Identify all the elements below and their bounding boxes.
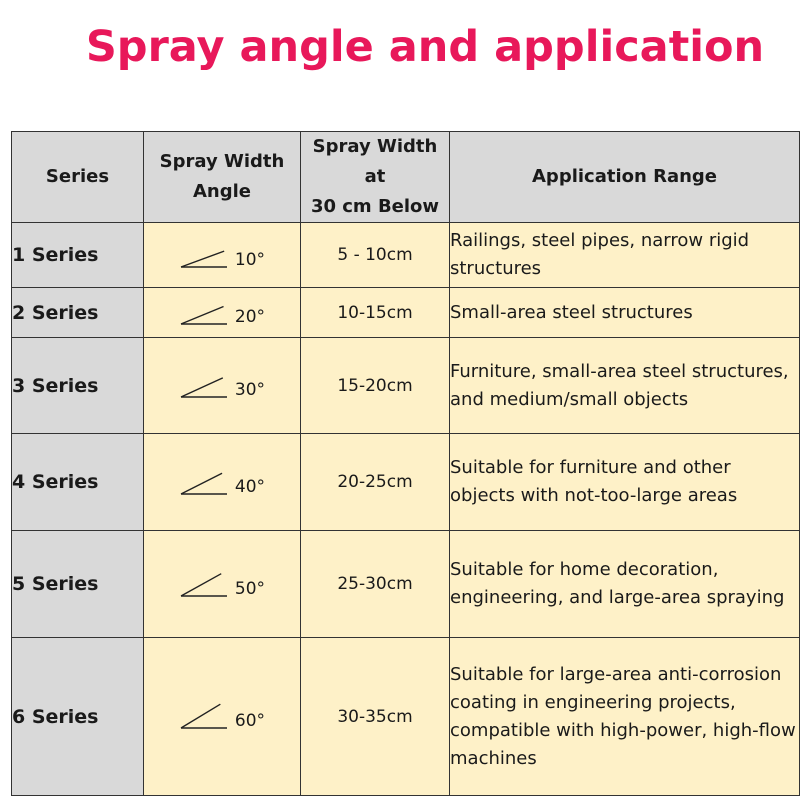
spray-width-value: 5 - 10cm xyxy=(301,223,450,288)
header-spray-angle-line1: Spray Width xyxy=(159,151,285,172)
application-range-text: Railings, steel pipes, narrow rigid structures xyxy=(450,223,800,288)
spray-angle-icon xyxy=(179,293,229,327)
table-row xyxy=(12,338,800,434)
spray-angle-icon xyxy=(179,463,229,497)
table-row xyxy=(12,638,800,796)
angle-value: 60° xyxy=(234,711,266,731)
table-row xyxy=(12,223,800,288)
spray-width-value: 30-35cm xyxy=(301,638,450,796)
application-range-text: Suitable for large-area anti-corrosion coating in engineering projects, compatible with high-power, high-flow machines xyxy=(450,638,800,796)
angle-cell xyxy=(144,223,301,288)
application-range-text: Furniture, small-area steel structures, and medium/small objects xyxy=(450,338,800,434)
spray-angle-icon xyxy=(179,366,229,400)
angle-value: 20° xyxy=(234,307,266,327)
angle-value: 10° xyxy=(234,249,266,270)
angle-arm xyxy=(181,306,224,324)
angle-arm xyxy=(181,251,224,267)
angle-cell xyxy=(144,638,301,796)
angle-cell xyxy=(144,338,301,434)
angle-cell xyxy=(144,288,301,338)
spray-angle-icon xyxy=(179,236,229,270)
header-spray-angle-line2: Angle xyxy=(192,181,251,202)
application-range-text: Suitable for furniture and other objects with not-too-large areas xyxy=(450,434,800,531)
angle-cell xyxy=(144,531,301,638)
angle-value: 40° xyxy=(234,476,266,497)
series-name: 1 Series xyxy=(12,223,144,288)
angle-arm xyxy=(181,473,222,494)
angle-arm xyxy=(181,704,220,728)
spray-width-value: 20-25cm xyxy=(301,434,450,531)
table-row xyxy=(12,434,800,531)
header-application-range: Application Range xyxy=(450,132,800,223)
spray-width-value: 15-20cm xyxy=(301,338,450,434)
spray-width-value: 25-30cm xyxy=(301,531,450,638)
series-name: 6 Series xyxy=(12,638,144,796)
series-name: 3 Series xyxy=(12,338,144,434)
header-spray-angle xyxy=(144,132,301,223)
header-series: Series xyxy=(12,132,144,223)
angle-arm xyxy=(181,378,223,397)
spray-angle-icon xyxy=(179,565,229,599)
spray-angle-icon xyxy=(179,697,229,731)
angle-arm xyxy=(181,573,221,595)
spray-width-value: 10-15cm xyxy=(301,288,450,338)
angle-value: 50° xyxy=(234,578,266,599)
table-row xyxy=(12,288,800,338)
application-range-text: Small-area steel structures xyxy=(450,288,800,338)
header-spray-width-line2: 30 cm Below xyxy=(310,196,440,217)
table-header-row xyxy=(12,132,800,223)
angle-cell xyxy=(144,434,301,531)
series-name: 4 Series xyxy=(12,434,144,531)
application-range-text: Suitable for home decoration, engineering, and large-area spraying xyxy=(450,531,800,638)
series-name: 2 Series xyxy=(12,288,144,338)
header-spray-width-line1: Spray Width at xyxy=(312,136,438,187)
header-spray-width xyxy=(301,132,450,223)
angle-value: 30° xyxy=(234,380,266,400)
spray-angle-table xyxy=(11,131,800,796)
page-title: Spray angle and application xyxy=(85,22,765,72)
table-row xyxy=(12,531,800,638)
series-name: 5 Series xyxy=(12,531,144,638)
